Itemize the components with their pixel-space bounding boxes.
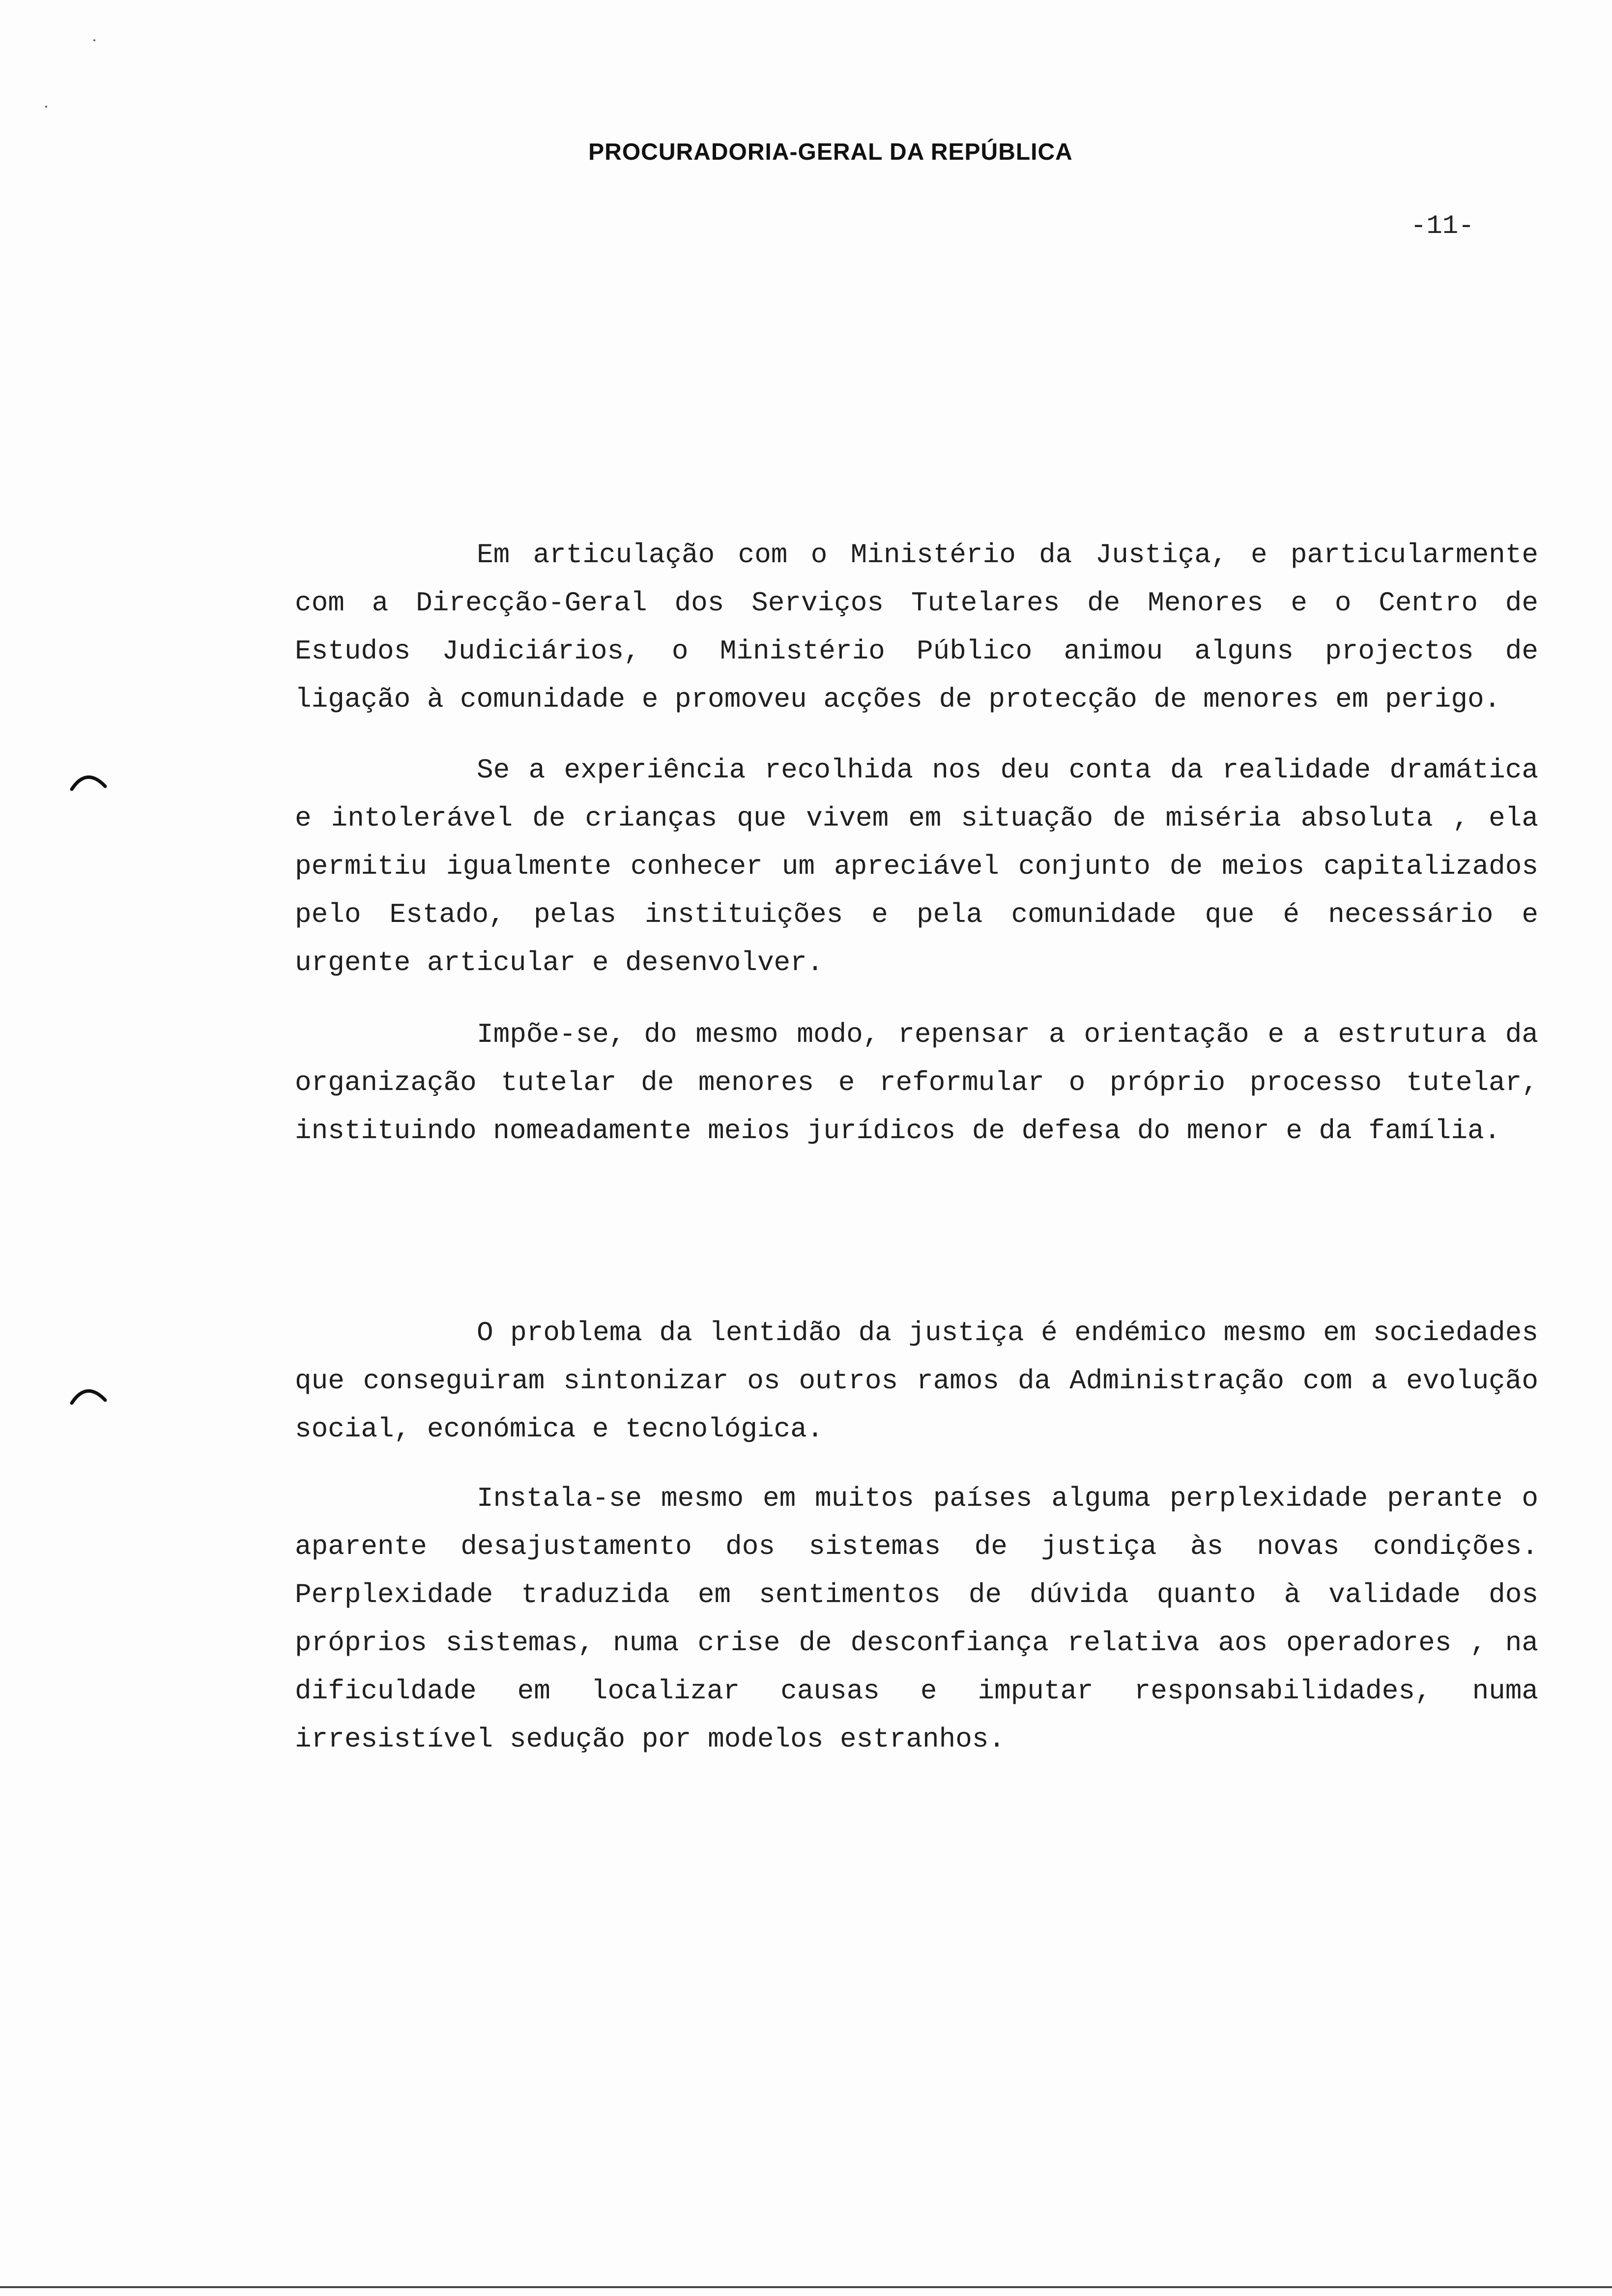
- text-line: Perplexidade traduzida em sentimentos de dúvida quanto à validade dos: [295, 1579, 1538, 1610]
- paragraph-ministerio-justica: [295, 531, 1538, 723]
- text-line: urgente articular e desenvolver.: [295, 947, 824, 978]
- text-line: próprios sistemas, numa crise de desconfiança relativa aos operadores , na: [295, 1627, 1538, 1659]
- text-line: com a Direcção-Geral dos Serviços Tutelares de Menores e o Centro de: [295, 587, 1538, 619]
- paragraph-perplexidade: [295, 1474, 1538, 1763]
- scan-speck: [93, 39, 95, 41]
- text-line: Impõe-se, do mesmo modo, repensar a orientação e a estrutura da: [477, 1019, 1538, 1050]
- text-line: aparente desajustamento dos sistemas de justiça às novas condições.: [295, 1531, 1538, 1562]
- scan-speck: [45, 106, 47, 108]
- text-line: Estudos Judiciários, o Ministério Público animou alguns projectos de: [295, 635, 1538, 667]
- scan-bottom-edge: [0, 2286, 1612, 2288]
- text-line: social, económica e tecnológica.: [295, 1413, 824, 1445]
- punch-hole-mark: [69, 770, 108, 791]
- text-line: instituindo nomeadamente meios jurídicos de defesa do menor e da família.: [295, 1115, 1501, 1147]
- text-line: que conseguiram sintonizar os outros ramos da Administração com a evolução: [295, 1365, 1538, 1397]
- text-line: Em articulação com o Ministério da Justiça, e particularmente: [477, 539, 1538, 571]
- page-header: PROCURADORIA-GERAL DA REPÚBLICA: [588, 139, 1073, 165]
- text-line: dificuldade em localizar causas e imputar responsabilidades, numa: [295, 1675, 1538, 1707]
- text-line: ligação à comunidade e promoveu acções de protecção de menores em perigo.: [295, 684, 1501, 715]
- text-line: O problema da lentidão da justiça é endémico mesmo em sociedades: [477, 1317, 1538, 1349]
- text-line: Instala-se mesmo em muitos países alguma perplexidade perante o: [477, 1483, 1538, 1514]
- paragraph-lentidao-justica: [295, 1309, 1538, 1453]
- text-line: pelo Estado, pelas instituições e pela comunidade que é necessário e: [295, 899, 1538, 930]
- text-line: organização tutelar de menores e reformular o próprio processo tutelar,: [295, 1067, 1538, 1098]
- text-line: e intolerável de crianças que vivem em situação de miséria absoluta , ela: [295, 803, 1538, 834]
- paragraph-experiencia: [295, 746, 1538, 987]
- text-line: Se a experiência recolhida nos deu conta da realidade dramática: [477, 754, 1538, 786]
- punch-hole-mark: [69, 1383, 108, 1405]
- text-line: permitiu igualmente conhecer um apreciável conjunto de meios capitalizados: [295, 851, 1538, 882]
- text-line: irresistível sedução por modelos estranhos.: [295, 1723, 1006, 1755]
- page-number: -11-: [1410, 211, 1474, 241]
- paragraph-organizacao-tutelar: [295, 1010, 1538, 1155]
